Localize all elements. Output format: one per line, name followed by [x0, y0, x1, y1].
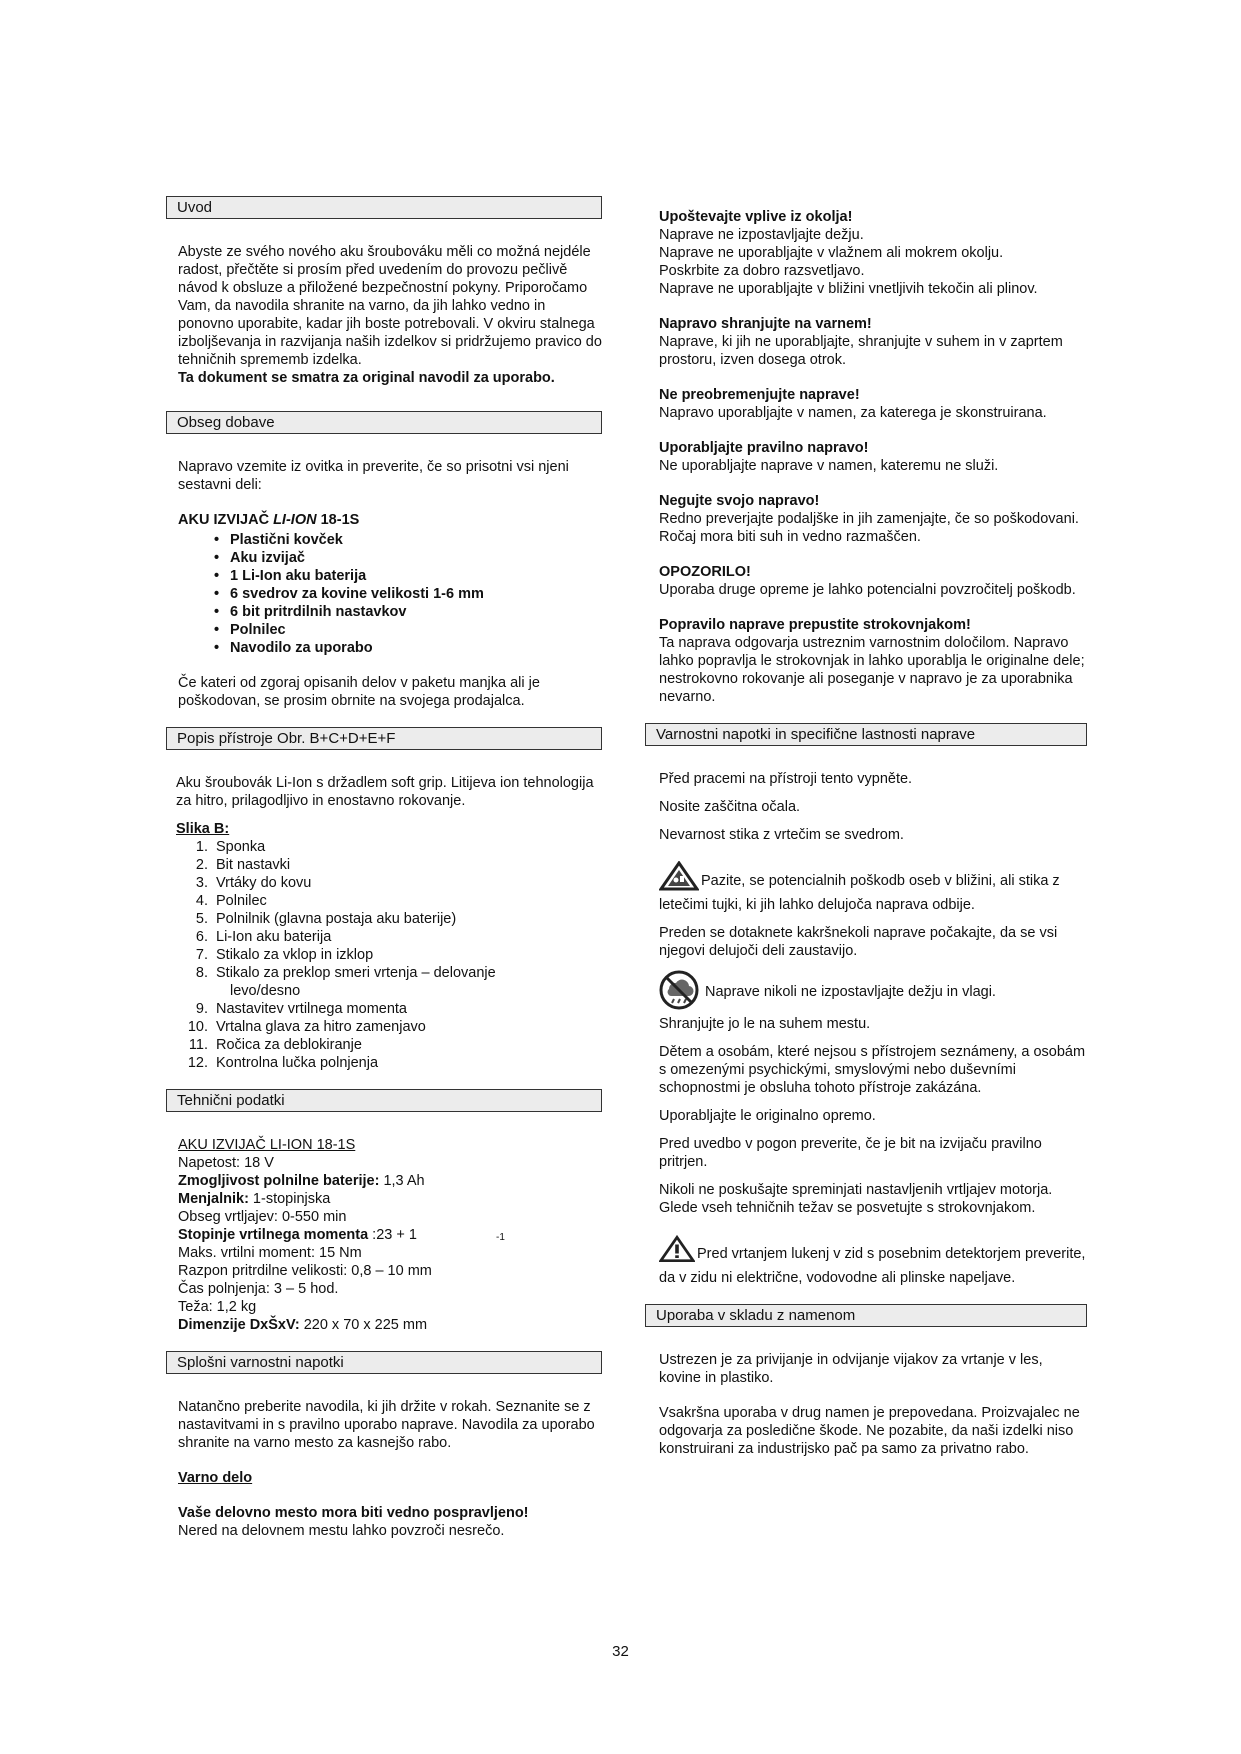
block-text: Uporaba druge opreme je lahko potencialni povzročitelj poškodb.: [659, 582, 1076, 598]
list-item: 12. Kontrolna lučka polnjenja: [187, 1055, 379, 1071]
tech-razpon: Razpon pritrdilne velikosti: 0,8 – 10 mm: [178, 1263, 432, 1279]
section-header-tech: Tehnični podatki: [166, 1089, 602, 1112]
slika-list: [176, 838, 602, 1072]
varnostni-p6b: Shranjujte jo le na suhem mestu.: [659, 1016, 871, 1032]
block-title: Negujte svojo napravo!: [659, 493, 820, 509]
block-title: Upoštevajte vplive iz okolja!: [659, 209, 853, 225]
list-item: • 6 svedrov za kovine velikosti 1-6 mm: [230, 585, 602, 603]
tech-napetost: Napetost: 18 V: [178, 1155, 274, 1171]
varnostni-p5: Preden se dotaknete kakršnekoli naprave počakajte, da se vsi njegovi delujoči deli zaustavijo.: [659, 925, 1058, 959]
block-text: Naprave, ki jih ne uporabljajte, shranjujte v suhem in v zaprtem prostoru, izven dosega otrok.: [659, 334, 1063, 368]
block-title: Popravilo naprave prepustite strokovnjakom!: [659, 617, 971, 633]
varnostni-p11: Pred vrtanjem lukenj v zid s posebnim detektorjem preverite, da v zidu ni električne, vodovodne ali plinske napeljave.: [659, 1234, 1087, 1287]
varnostni-p4: Pazite, se potencialnih poškodb oseb v bližini, ali stika z letečimi tujki, ki jih lahko delujoča naprava odbije.: [659, 861, 1087, 914]
list-item: • Navodilo za uporabo: [230, 639, 602, 657]
list-item: 2. Bit nastavki: [195, 857, 291, 873]
list-item: • 6 bit pritrdilnih nastavkov: [230, 603, 602, 621]
warning-triangle-icon: [659, 861, 699, 896]
obseg-intro: Napravo vzemite iz ovitka in preverite, če so prisotni vsi njeni sestavni deli:: [178, 459, 569, 493]
list-item: • Plastični kovček: [230, 531, 602, 549]
block-title: OPOZORILO!: [659, 564, 751, 580]
uporaba-p2: Vsakršna uporaba v drug namen je prepovedana. Proizvajalec ne odgovarja za posledične škode. Ne pozabite, da naši izdelki niso konstruirani za industrijsko pač pa samo za privatno rabo.: [659, 1405, 1080, 1457]
block-title: Ne preobremenjujte naprave!: [659, 387, 860, 403]
list-item: 3. Vrtáky do kovu: [195, 875, 312, 891]
tech-maks: Maks. vrtilni moment: 15 Nm: [178, 1245, 362, 1261]
block-text: Ta naprava odgovarja ustreznim varnostnim določilom. Napravo lahko popravlja le strokovnjak in lahko uporablja le originalne dele; nestrokovno rokovanje ali poseganje v napravo je za uporabnika nevarno.: [659, 635, 1085, 705]
uporaba-p1: Ustrezen je za privijanje in odvijanje vijakov za vrtanje v les, kovine in plastiko.: [659, 1352, 1043, 1386]
section-header-uporaba: Uporaba v skladu z namenom: [645, 1304, 1087, 1327]
list-item: 11. Ročica za deblokiranje: [188, 1037, 362, 1053]
tech-product: AKU IZVIJAČ LI-ION 18-1S: [178, 1137, 356, 1153]
section-header-varnostni: Varnostni napotki in specifične lastnosti naprave: [645, 723, 1087, 746]
list-item: 8. Stikalo za preklop smeri vrtenja – delovanje levo/desno: [195, 965, 496, 999]
uvod-bold-note: Ta dokument se smatra za original navodil za uporabo.: [178, 370, 555, 386]
tech-dimenzije: Dimenzije DxŠxV: 220 x 70 x 225 mm: [178, 1317, 428, 1333]
list-item: 10. Vrtalna glava za hitro zamenjavo: [187, 1019, 426, 1035]
varnostni-p1: Před pracemi na přístroji tento vypněte.: [659, 771, 913, 787]
splosni-bold: Vaše delovno mesto mora biti vedno pospravljeno!: [178, 1505, 529, 1521]
tech-menjalnik: Menjalnik: 1-stopinjska: [178, 1191, 331, 1207]
list-item: 6. Li-Ion aku baterija: [195, 929, 332, 945]
section-header-obseg: Obseg dobave: [166, 411, 602, 434]
uvod-text: Abyste ze svého nového aku šroubováku měli co možná nejdéle radost, přečtěte si prosím před uvedením do provozu pečlivě návod k obsluze a přiložené bezpečnostní pokyny. Priporočamo Vam, da navodila shranite na varno, da jih lahko vedno in ponovno uporabite, kadar jih boste potrebovali. V okviru stalnega izboljševanja in razvijanja naših izdelkov si pridržujemo pravico do tehničnih sprememb izdelka.: [178, 244, 602, 368]
section-header-splosni: Splošni varnostni napotki: [166, 1351, 602, 1374]
tech-stopinje: Stopinje vrtilnega momenta :23 + 1: [178, 1227, 417, 1243]
varnostni-p9: Pred uvedbo v pogon preverite, če je bit na izvijaču pravilno pritrjen.: [659, 1136, 1042, 1170]
varnostni-p3: Nevarnost stika z vrtečim se svedrom.: [659, 827, 904, 843]
block-text: Napravo uporabljajte v namen, za katerega je skonstruirana.: [659, 405, 1047, 421]
no-rain-icon: [659, 970, 699, 1015]
page-number: 32: [612, 1643, 629, 1660]
tech-zmogljivost: Zmogljivost polnilne baterije: 1,3 Ah: [178, 1173, 425, 1189]
block-text: Redno preverjajte podaljške in jih zamenjajte, če so poškodovani. Ročaj mora biti suh in vedno razmaščen.: [659, 511, 1079, 545]
varno-delo-heading: Varno delo: [178, 1470, 253, 1486]
tech-obseg: Obseg vrtljajev: 0-550 min: [178, 1209, 347, 1225]
list-item: • Aku izvijač: [230, 549, 602, 567]
list-item: 1. Sponka: [195, 839, 266, 855]
block-text: Ne uporabljajte naprave v namen, kateremu ne služi.: [659, 458, 999, 474]
tech-cas: Čas polnjenja: 3 – 5 hod.: [178, 1281, 339, 1297]
block-text: Naprave ne izpostavljajte dežju. Naprave ne uporabljajte v vlažnem ali mokrem okolju. Poskrbite za dobro razsvetljavo. Naprave ne uporabljajte v bližini vnetljivih tekočin ali plinov.: [659, 227, 1038, 297]
varnostni-p10: Nikoli ne poskušajte spreminjati nastavljenih vrtljajev motorja. Glede vseh tehničnih težav se posvetujte s strokovnjakom.: [659, 1182, 1053, 1216]
splosni-last: Nered na delovnem mestu lahko povzroči nesrečo.: [178, 1523, 505, 1539]
popis-intro: Aku šroubovák Li-Ion s držadlem soft grip. Litijeva ion tehnologija za hitro, prilagodljivo in enostavno rokovanje.: [176, 775, 594, 809]
section-header-uvod: Uvod: [166, 196, 602, 219]
list-item: 5. Polnilnik (glavna postaja aku baterije): [195, 911, 457, 927]
splosni-text: Natančno preberite navodila, ki jih držite v rokah. Seznanite se z nastavitvami in s pravilno uporabo naprave. Navodila za uporabo shranite na varno mesto za kasnejšo rabo.: [178, 1399, 595, 1451]
list-item: • 1 Li-Ion aku baterija: [230, 567, 602, 585]
left-column: [166, 196, 602, 1540]
right-column: [656, 208, 1087, 1458]
obseg-outro: Če kateri od zgoraj opisanih delov v paketu manjka ali je poškodovan, se prosim obrnite na svojega prodajalca.: [178, 675, 540, 709]
list-item: 7. Stikalo za vklop in izklop: [195, 947, 374, 963]
varnostni-p2: Nosite zaščitna očala.: [659, 799, 801, 815]
list-item: • Polnilec: [230, 621, 602, 639]
list-item: 4. Polnilec: [195, 893, 267, 909]
varnostni-p7: Dětem a osobám, které nejsou s přístrojem seznámeny, a osobám s omezenými psychickými, smyslovými nebo duševními schopnostmi je obsluha tohoto přístroje zakázána.: [659, 1044, 1086, 1096]
varnostni-p8: Uporabljajte le originalno opremo.: [659, 1108, 876, 1124]
footnote-superscript: -1: [496, 1232, 505, 1243]
warning-triangle-icon: [659, 1234, 695, 1269]
list-item: 9. Nastavitev vrtilnega momenta: [195, 1001, 407, 1017]
obseg-list: [178, 531, 602, 657]
section-header-popis: Popis přístroje Obr. B+C+D+E+F: [166, 727, 602, 750]
obseg-product: AKU IZVIJAČ LI-ION 18-1S: [178, 512, 360, 528]
tech-teza: Teža: 1,2 kg: [178, 1299, 257, 1315]
block-title: Uporabljajte pravilno napravo!: [659, 440, 869, 456]
block-title: Napravo shranjujte na varnem!: [659, 316, 872, 332]
varnostni-p6: Naprave nikoli ne izpostavljajte dežju in vlagi.: [659, 970, 1087, 1015]
slika-label: Slika B:: [176, 821, 230, 837]
